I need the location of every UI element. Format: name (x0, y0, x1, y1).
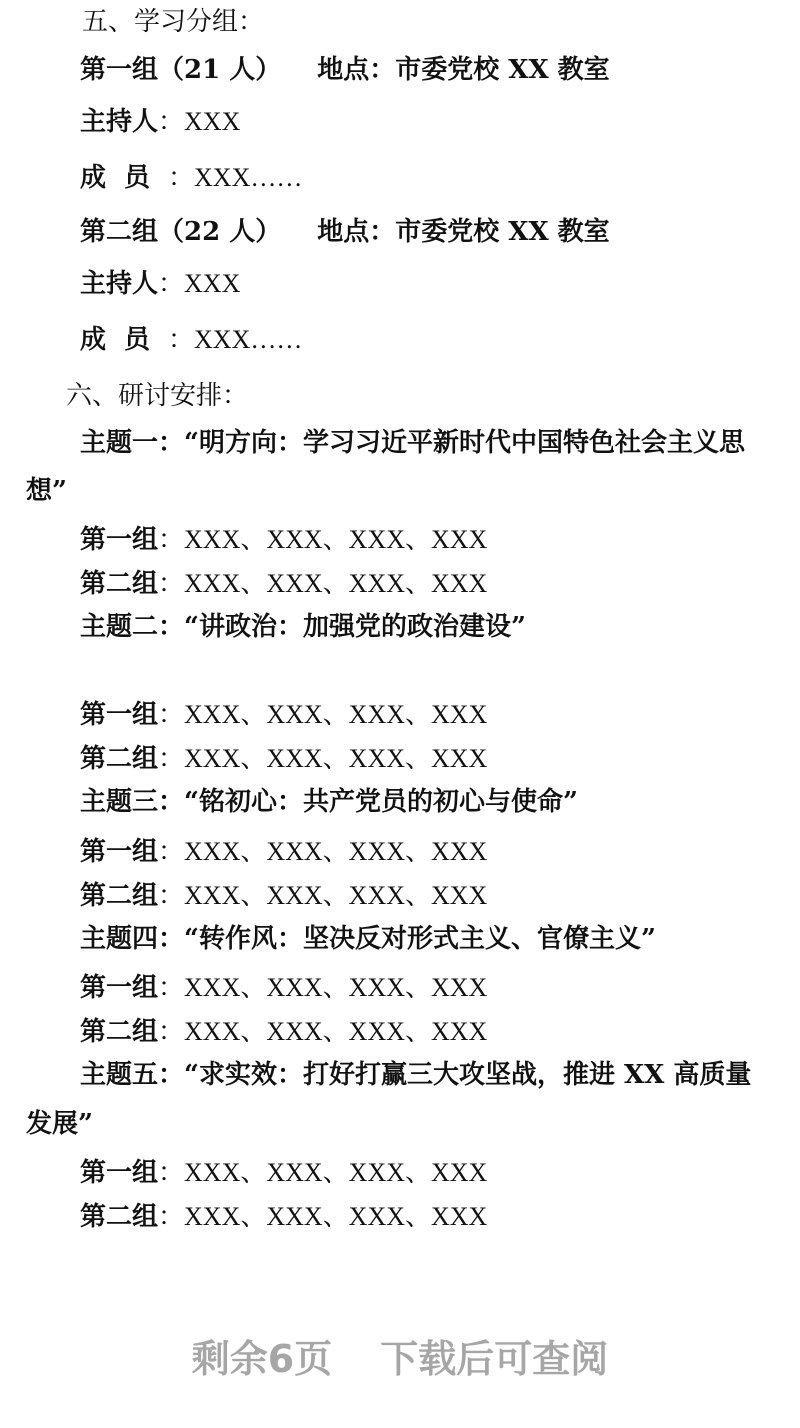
download-notice[interactable] (0, 1328, 800, 1383)
members-value: ：XXX…… (168, 325, 303, 354)
host-value: ：XXX (158, 269, 241, 298)
members-value: ：XXX…… (168, 163, 303, 192)
topic-4-group-2-row (80, 1014, 487, 1050)
section-heading-study-groups: 五、学习分组： (82, 7, 265, 37)
host-label: 主持人 (80, 269, 159, 299)
group-2-location: 地点：市委党校 XX 教室 (317, 217, 610, 247)
group-2-host-row (80, 266, 240, 302)
group-1-members-row (80, 160, 302, 196)
topic-1-title-continued: 想” (26, 476, 67, 506)
group-1-label: 第一组 (80, 973, 159, 1003)
topic-5-title-continued: 发展” (26, 1109, 93, 1139)
group-1-members: ：XXX、XXX、XXX、XXX (158, 837, 488, 866)
topic-3-title: 主题三：“铭初心：共产党员的初心与使命” (80, 787, 578, 817)
host-label: 主持人 (80, 107, 159, 137)
group-1-label: 第一组 (80, 525, 159, 555)
group-1-title-line (80, 52, 610, 88)
group-2-label: 第二组 (80, 1017, 159, 1047)
topic-3-group-1-row (80, 834, 487, 870)
group-1-host-row (80, 104, 240, 140)
download-hint-text: 下载后可查阅 (380, 1337, 609, 1381)
pages-remaining-text: 剩余6页 (191, 1337, 333, 1381)
topic-5-title: 主题五：“求实效：打好打赢三大攻坚战，推进 XX 高质量 (80, 1060, 752, 1090)
members-label: 成员 (80, 325, 169, 355)
group-2-members: ：XXX、XXX、XXX、XXX (158, 881, 488, 910)
group-1-members: ：XXX、XXX、XXX、XXX (158, 700, 488, 729)
group-1-label: 第一组 (80, 837, 159, 867)
group-2-label: 第二组 (80, 569, 159, 599)
group-1-title: 第一组（21 人） (80, 55, 282, 85)
host-value: ：XXX (158, 107, 241, 136)
group-1-location: 地点：市委党校 XX 教室 (317, 55, 610, 85)
group-1-members: ：XXX、XXX、XXX、XXX (158, 1158, 488, 1187)
group-2-label: 第二组 (80, 744, 159, 774)
topic-3-group-2-row (80, 878, 487, 914)
group-2-label: 第二组 (80, 881, 159, 911)
topic-5-group-2-row (80, 1199, 487, 1235)
members-label: 成员 (80, 163, 169, 193)
topic-5-group-1-row (80, 1155, 487, 1191)
group-2-members: ：XXX、XXX、XXX、XXX (158, 744, 488, 773)
topic-2-group-2-row (80, 741, 487, 777)
topic-1-title: 主题一：“明方向：学习习近平新时代中国特色社会主义思 (80, 428, 745, 458)
topic-1-group-2-row (80, 566, 487, 602)
group-2-title: 第二组（22 人） (80, 217, 282, 247)
group-2-title-line (80, 214, 610, 250)
group-2-members-row (80, 322, 302, 358)
group-1-members: ：XXX、XXX、XXX、XXX (158, 973, 488, 1002)
topic-4-title: 主题四：“转作风：坚决反对形式主义、官僚主义” (80, 924, 656, 954)
topic-2-group-1-row (80, 697, 487, 733)
topic-2-title: 主题二：“讲政治：加强党的政治建设” (80, 612, 526, 642)
group-2-members: ：XXX、XXX、XXX、XXX (158, 1017, 488, 1046)
group-1-members: ：XXX、XXX、XXX、XXX (158, 525, 488, 554)
section-heading-discussion-schedule: 六、研讨安排： (66, 381, 249, 411)
topic-4-group-1-row (80, 970, 487, 1006)
group-2-members: ：XXX、XXX、XXX、XXX (158, 1202, 488, 1231)
group-2-label: 第二组 (80, 1202, 159, 1232)
group-1-label: 第一组 (80, 1158, 159, 1188)
group-1-label: 第一组 (80, 700, 159, 730)
group-2-members: ：XXX、XXX、XXX、XXX (158, 569, 488, 598)
topic-1-group-1-row (80, 522, 487, 558)
